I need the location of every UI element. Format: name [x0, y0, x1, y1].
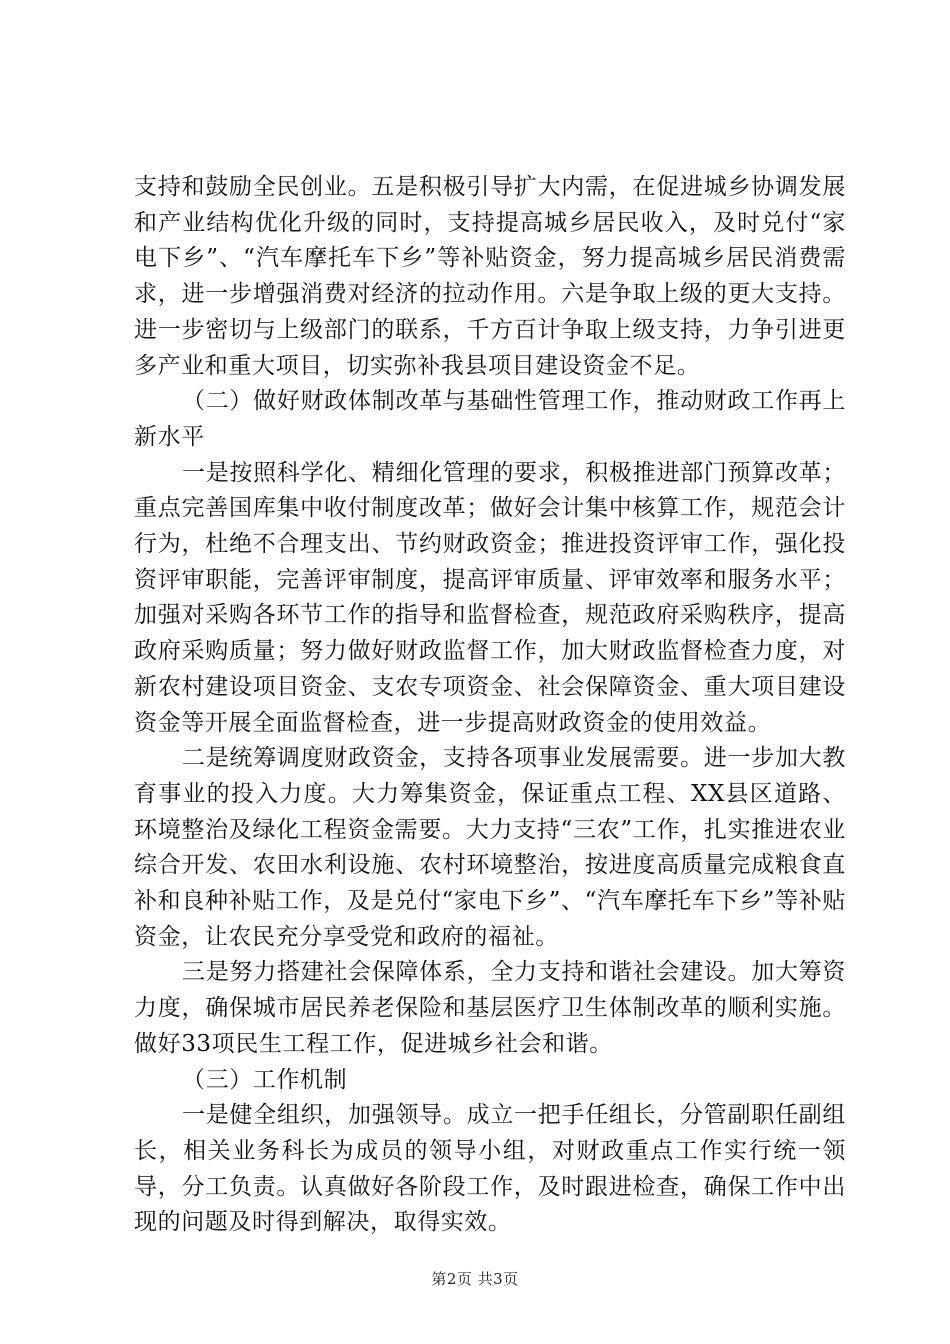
page-footer: 第2页 共3页: [431, 1270, 519, 1288]
section-heading-3: （三）工作机制: [182, 1066, 348, 1093]
paragraph-continuation: 支持和鼓励全民创业。五是积极引导扩大内需，在促进城乡协调发展和产业结构优化升级的同时，支持提高城乡居民收入，及时兑付“家电下乡”、“汽车摩托车下乡”等补贴资金，努力提高城乡居民消费需求，进一步增强消费对经济的拉动作用。六是争取上级的更大支持。进一步密切与上级部门的联系，千方百计争取上级支持，力争引进更多产业和重大项目，切实弥补我县项目建设资金不足。: [134, 174, 846, 379]
paragraph-item-3: 三是努力搭建社会保障体系，全力支持和谐社会建设。加大筹资力度，确保城市居民养老保险和基层医疗卫生体制改革的顺利实施。做好33项民生工程工作，促进城乡社会和谐。: [134, 959, 846, 1057]
paragraph-mechanism-1: 一是健全组织，加强领导。成立一把手任组长，分管副职任副组长，相关业务科长为成员的领导小组，对财政重点工作实行统一领导，分工负责。认真做好各阶段工作，及时跟进检查，确保工作中出现的问题及时得到解决，取得实效。: [134, 1102, 846, 1236]
paragraph-item-2: 二是统筹调度财政资金，支持各项事业发展需要。进一步加大教育事业的投入力度。大力筹集资金，保证重点工程、XX县区道路、环境整治及绿化工程资金需要。大力支持“三农”工作，扎实推进农业综合开发、农田水利设施、农村环境整治，按进度高质量完成粮食直补和良种补贴工作，及是兑付“家电下乡”、“汽车摩托车下乡”等补贴资金，让农民充分享受党和政府的福祉。: [134, 745, 846, 950]
paragraph-item-1: 一是按照科学化、精细化管理的要求，积极推进部门预算改革；重点完善国库集中收付制度改革；做好会计集中核算工作，规范会计行为，杜绝不合理支出、节约财政资金；推进投资评审工作，强化投资评审职能，完善评审制度，提高评审质量、评审效率和服务水平；加强对采购各环节工作的指导和监督检查，规范政府采购秩序，提高政府采购质量；努力做好财政监督工作，加大财政监督检查力度，对新农村建设项目资金、支农专项资金、社会保障资金、重大项目建设资金等开展全面监督检查，进一步提高财政资金的使用效益。: [134, 459, 846, 736]
section-heading-2: （二）做好财政体制改革与基础性管理工作，推动财政工作再上新水平: [134, 388, 846, 450]
document-body: [134, 170, 846, 1241]
